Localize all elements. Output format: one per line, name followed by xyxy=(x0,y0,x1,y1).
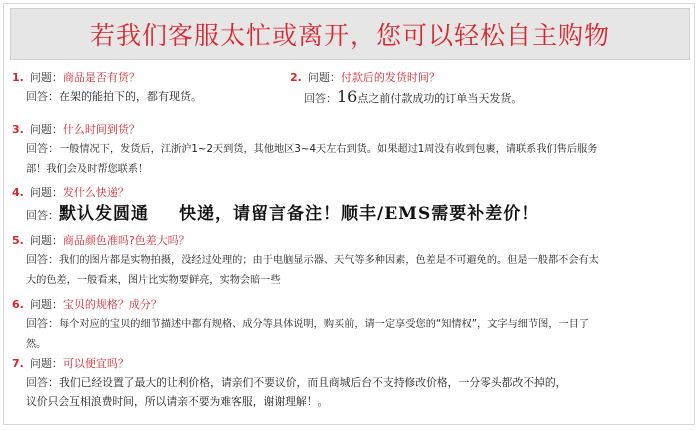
answer-text-line-2: 大的色差，一般看来，图片比实物要鲜亮，实物会暗一些 xyxy=(26,275,281,286)
answer-text: 点之前付款成功的订单当天发货。 xyxy=(357,92,523,105)
answer-label: 回答： xyxy=(304,92,337,105)
item-number: 1. xyxy=(12,71,24,84)
faq-item-7 xyxy=(12,354,692,411)
answer-text-line-2: 然。 xyxy=(26,339,47,350)
answer-text-line-1: 一般情况下，发货后，江浙沪1~2天到货，其他地区3~4天左右到货。如果超过1周没有收到包裹，请联系我们售后服务 xyxy=(59,144,598,155)
faq-item-5 xyxy=(12,231,692,290)
question-text: 商品是否有货？ xyxy=(62,71,140,84)
question-label: 问题： xyxy=(29,186,63,199)
answer-label: 回答： xyxy=(26,253,59,266)
question-text: 可以便宜吗？ xyxy=(62,357,129,370)
header-banner xyxy=(10,8,690,60)
answer-text-part-1: 默认发圆通 xyxy=(59,204,149,224)
question-text: 付款后的发货时间？ xyxy=(340,71,440,84)
answer-number: 16 xyxy=(337,87,358,106)
question-label: 问题： xyxy=(29,123,63,136)
faq-item-2 xyxy=(290,68,522,108)
question-label: 问题： xyxy=(29,298,63,311)
answer-text-line-2: 议价只会互相浪费时间，所以请亲不要为难客服，谢谢理解！。 xyxy=(26,395,329,408)
faq-item-6 xyxy=(12,295,692,354)
item-number: 3. xyxy=(12,123,24,136)
faq-item-3 xyxy=(12,120,692,179)
answer-text-line-2: 部！我们会及时帮您联系！ xyxy=(26,164,149,175)
question-label: 问题： xyxy=(29,234,63,247)
item-number: 2. xyxy=(290,71,302,84)
item-number: 6. xyxy=(12,298,24,311)
question-text: 发什么快递？ xyxy=(62,186,129,199)
question-label: 问题： xyxy=(29,71,63,84)
faq-item-1 xyxy=(12,68,202,106)
item-number: 7. xyxy=(12,357,24,370)
question-label: 问题： xyxy=(29,357,63,370)
answer-text-line-1: 我们已经设置了最大的让利价格，请亲们不要议价，而且商城后台不支持修改价格，一分零头都改不掉的， xyxy=(59,376,567,389)
question-text: 什么时间到货？ xyxy=(62,123,140,136)
answer-label: 回答： xyxy=(26,142,59,155)
item-number: 5. xyxy=(12,234,24,247)
answer-label: 回答： xyxy=(26,376,59,389)
page-title: 若我们客服太忙或离开，您可以轻松自主购物 xyxy=(89,21,610,50)
answer-label: 回答： xyxy=(26,317,59,330)
answer-text: 在架的能拍下的，都有现货。 xyxy=(59,90,202,103)
answer-text-line-1: 每个对应的宝贝的细节描述中都有规格、成分等具体说明，购买前，请一定享受您的“知情权”，文字与细节图，一目了 xyxy=(59,319,590,330)
answer-text-part-2: 快递，请留言备注！顺丰/EMS需要补差价！ xyxy=(179,204,540,224)
answer-label: 回答： xyxy=(26,209,59,222)
answer-label: 回答： xyxy=(26,90,59,103)
faq-item-4 xyxy=(12,183,692,228)
item-number: 4. xyxy=(12,186,24,199)
answer-text-line-1: 我们的图片都是实物拍摄，没经过处理的；由于电脑显示器、天气等多种因素，色差是不可避免的。但是一般都不会有太 xyxy=(59,255,599,266)
question-label: 问题： xyxy=(307,71,341,84)
question-text: 宝贝的规格？成分？ xyxy=(62,298,162,311)
question-text: 商品颜色准吗?色差大吗？ xyxy=(62,234,190,247)
